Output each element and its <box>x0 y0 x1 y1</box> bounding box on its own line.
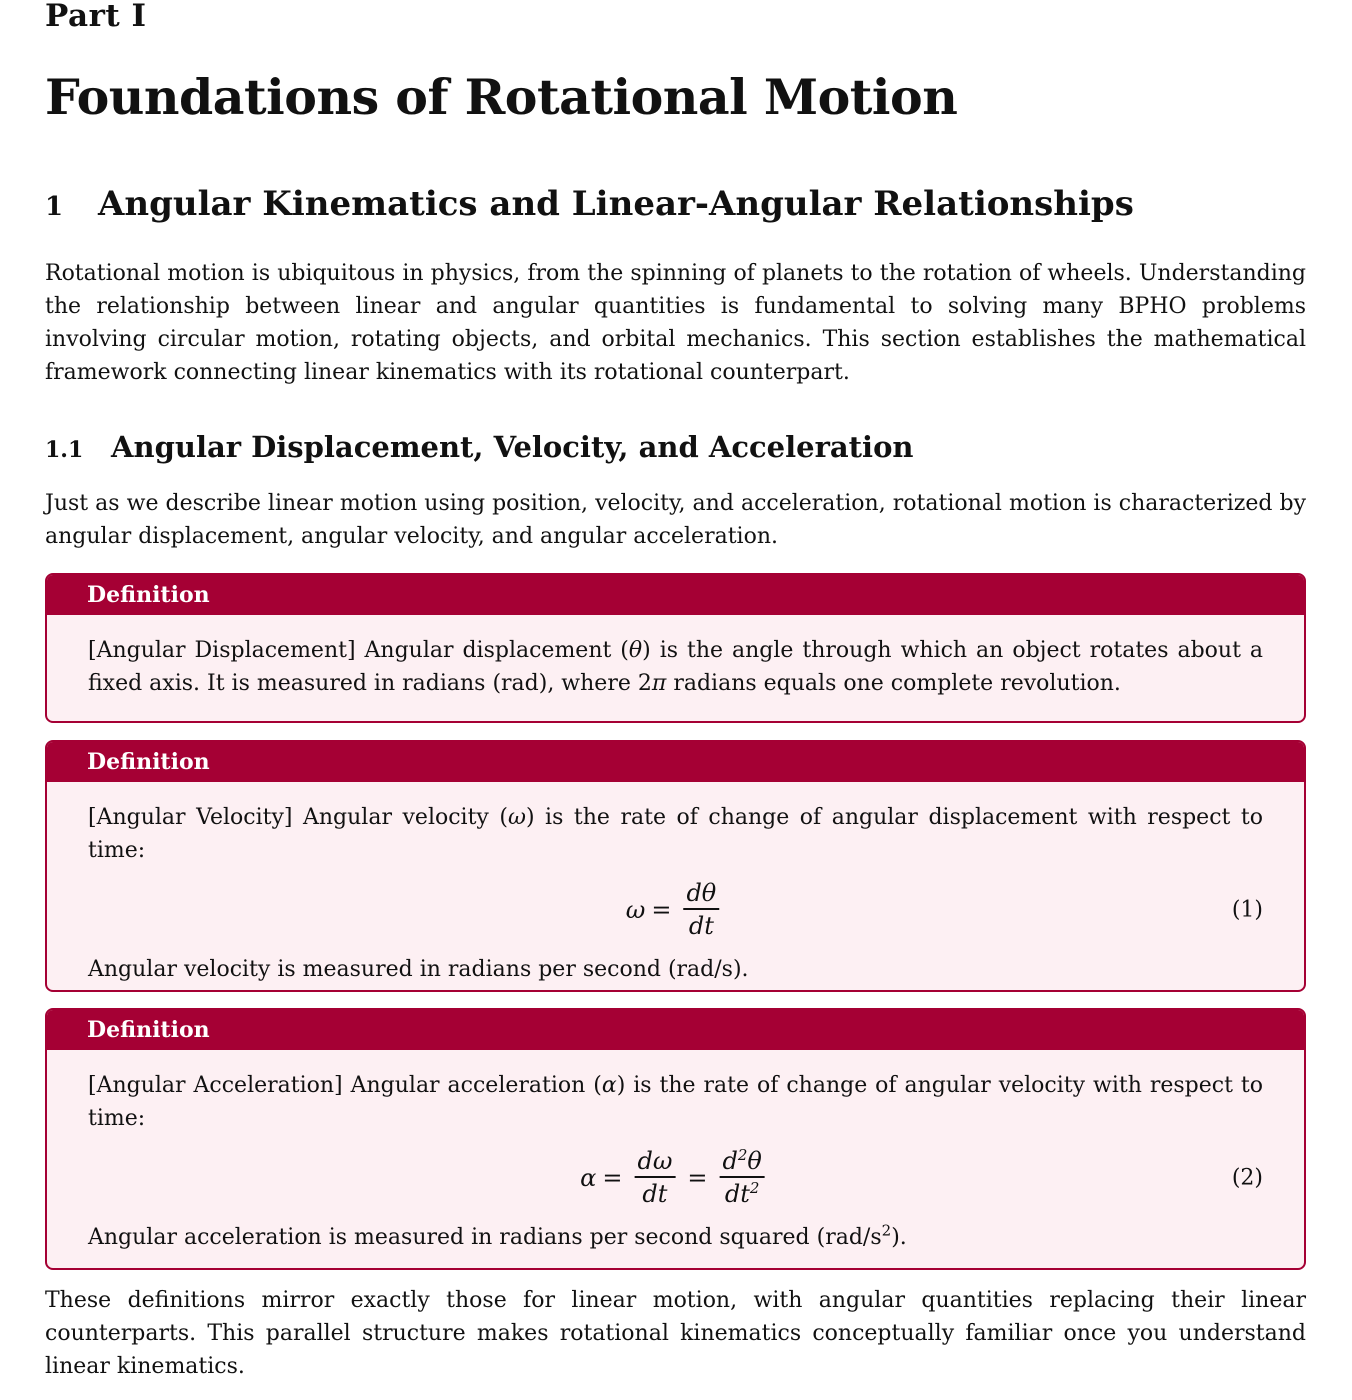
section-number: 1 <box>45 192 64 222</box>
subsection-heading <box>45 430 914 464</box>
equation-row <box>88 867 1263 953</box>
theta-symbol: θ <box>628 638 643 663</box>
subsection-title: Angular Displacement, Velocity, and Acceleration <box>111 430 914 464</box>
definition-text: [Angular Acceleration] Angular acceleration (α) is the rate of change of angular velocity with respect to time: <box>88 1073 1263 1131</box>
subsection-intro-paragraph: Just as we describe linear motion using position, velocity, and acceleration, rotational motion is characterized by angular displacement, angular velocity, and angular acceleration. <box>45 491 1306 549</box>
section-intro-paragraph: Rotational motion is ubiquitous in physics, from the spinning of planets to the rotation of wheels. Understanding the relationship between linear and angular quantities is fundamental to solving many BPHO problems involving circular motion, rotating objects, and orbital mechanics. This section establishes the mathematical framework connecting linear kinematics with its rotational counterpart. <box>45 261 1306 385</box>
definition-box-angular-acceleration <box>45 1008 1306 1270</box>
definition-header: Definition <box>47 1010 1304 1050</box>
definition-closing: Angular velocity is measured in radians per second (rad/s). <box>88 957 749 982</box>
pi-symbol: π <box>651 671 667 696</box>
fraction: $\frac{d\theta}{dt}$ <box>683 878 719 942</box>
omega-symbol: ω <box>507 805 526 830</box>
definition-header: Definition <box>47 575 1304 615</box>
part-label: Part I <box>45 0 147 34</box>
subsection-number: 1.1 <box>45 437 84 463</box>
fraction: $\frac{d^2\theta}{dt^2}$ <box>720 1146 765 1210</box>
part-title: Foundations of Rotational Motion <box>45 68 958 126</box>
definition-header: Definition <box>47 742 1304 782</box>
alpha-symbol: α <box>601 1073 617 1098</box>
definition-text: [Angular Displacement] Angular displacement (θ) is the angle through which an object rotates about a fixed axis. It is measured in radians (rad), where 2π radians equals one complete revolution. <box>88 638 1264 696</box>
definition-box-angular-displacement <box>45 573 1306 723</box>
definition-closing: Angular acceleration is measured in radians per second squared $(rad/s^2)$. <box>88 1221 907 1250</box>
section-heading <box>45 184 1134 224</box>
equation-angular-velocity: ω = $\frac{d\theta}{dt}$ <box>626 878 726 942</box>
definition-box-angular-velocity <box>45 740 1306 992</box>
equation-number: (1) <box>1231 897 1263 923</box>
section-title: Angular Kinematics and Linear-Angular Relationships <box>98 184 1134 224</box>
fraction: $\frac{d\omega}{dt}$ <box>634 1146 675 1210</box>
equation-number: (2) <box>1231 1165 1263 1191</box>
closing-paragraph: These definitions mirror exactly those for linear motion, with angular quantities replacing their linear counterparts. This parallel structure makes rotational kinematics conceptually familiar once you understand linear kinematics. <box>45 1288 1306 1379</box>
equation-angular-acceleration: α = $\frac{d\omega}{dt}$ = $\frac{d^2\theta}{dt^2}$ <box>580 1146 771 1210</box>
equation-row <box>88 1135 1263 1221</box>
definition-text: [Angular Velocity] Angular velocity (ω) is the rate of change of angular displacement with respect to time: <box>88 805 1263 863</box>
